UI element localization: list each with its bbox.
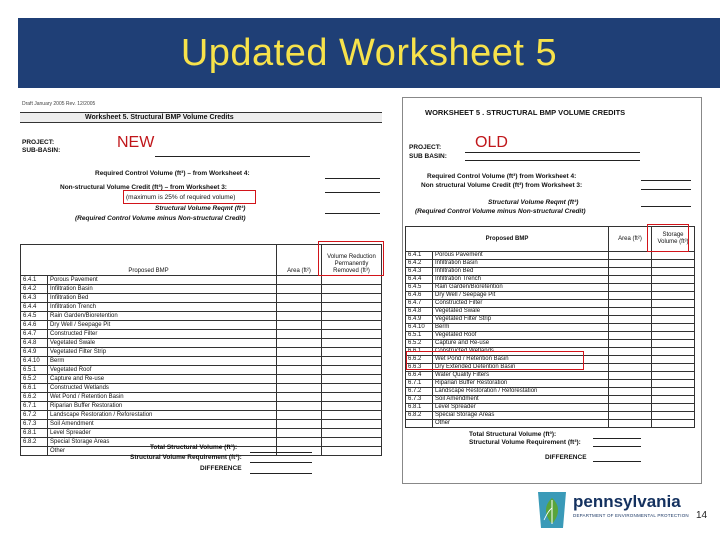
bmp-name: Berm [433,324,609,332]
bmp-name: Level Spreader [48,429,277,438]
bmp-code: 6.6.2 [406,356,433,364]
new-label: NEW [117,134,155,151]
volume-cell[interactable] [652,268,695,276]
bmp-name: Infiltration Trench [48,303,277,312]
volume-cell[interactable] [652,316,695,324]
volume-cell[interactable] [652,332,695,340]
table-row [21,366,382,375]
bmp-code: 6.4.2 [406,260,433,268]
table-row [406,332,695,340]
bmp-name: Dry Extended Detention Basin [433,364,609,372]
bmp-code: 6.8.1 [406,404,433,412]
table-row [21,402,382,411]
area-cell[interactable] [277,294,322,303]
old-diff-line [593,461,641,462]
old-difference-label: DIFFERENCE [545,454,587,461]
nonstruct-line [325,192,380,193]
volume-cell[interactable] [652,324,695,332]
bmp-code: 6.6.1 [21,384,48,393]
area-cell[interactable] [277,285,322,294]
table-row [406,268,695,276]
area-cell[interactable] [609,276,652,284]
bmp-name: Landscape Restoration / Reforestation [48,411,277,420]
table-row [21,411,382,420]
area-cell[interactable] [277,438,322,447]
volume-cell[interactable] [322,384,382,393]
bmp-name: Soil Amendment [433,396,609,404]
bmp-code: 6.8.1 [21,429,48,438]
area-cell[interactable] [277,447,322,456]
table-row [406,300,695,308]
bmp-name: Wet Pond / Retention Basin [48,393,277,402]
bmp-code: 6.8.2 [21,438,48,447]
bmp-code: 6.6.2 [21,393,48,402]
area-cell[interactable] [609,380,652,388]
area-cell[interactable] [609,364,652,372]
area-cell[interactable] [609,324,652,332]
bmp-code: 6.7.3 [21,420,48,429]
volume-cell[interactable] [322,411,382,420]
old-bmp-table [405,226,695,428]
bmp-name: Constructed Filter [48,330,277,339]
keystone-leaf-logo-icon [535,490,569,532]
heading-band [20,112,382,123]
bmp-code: 6.7.2 [406,388,433,396]
table-row [21,339,382,348]
volume-cell[interactable] [652,372,695,380]
area-cell[interactable] [609,284,652,292]
volume-cell[interactable] [322,366,382,375]
req-minus-label: (Required Control Volume minus Non-structural Credit) [75,215,246,222]
volume-cell[interactable] [322,339,382,348]
old-req2-line [593,446,641,447]
bmp-code: 6.4.6 [21,321,48,330]
table-row [406,340,695,348]
bmp-name: Rain Garden/Bioretention [48,312,277,321]
table-row [21,393,382,402]
volume-cell[interactable] [652,420,695,428]
pa-dep-logo [535,488,710,532]
bmp-code: 6.4.10 [21,357,48,366]
table-row [406,372,695,380]
volume-cell[interactable] [322,312,382,321]
bmp-code: 6.4.2 [21,285,48,294]
logo-name: pennsylvania [573,492,681,511]
area-cell[interactable] [609,412,652,420]
volume-cell[interactable] [322,357,382,366]
bmp-code: 6.4.7 [21,330,48,339]
bmp-name: Vegetated Swale [433,308,609,316]
area-cell[interactable] [609,300,652,308]
volume-cell[interactable] [652,300,695,308]
bmp-name: Other [433,420,609,428]
area-cell[interactable] [277,366,322,375]
total-line [250,452,312,453]
old-struct-line [641,206,691,207]
bmp-name: Infiltration Bed [433,268,609,276]
nonstructural-label: Non-structural Volume Credit (ft³) – from Worksheet 3: [60,184,227,191]
bmp-code: 6.5.2 [21,375,48,384]
bmp-code: 6.4.4 [406,276,433,284]
old-rows-highlight [406,351,584,370]
logo-subtitle: DEPARTMENT OF ENVIRONMENTAL PROTECTION [573,513,689,518]
area-cell[interactable] [277,420,322,429]
area-cell[interactable] [277,375,322,384]
old-label: OLD [475,134,508,151]
volume-cell[interactable] [322,303,382,312]
subbasin-label: SUB-BASIN: [22,147,61,154]
old-subbasin-line [465,160,640,161]
old-struct-req-label: Structural Volume Reqmt (ft³) [488,199,579,206]
volume-cell[interactable] [322,438,382,447]
bmp-code: 6.7.1 [406,380,433,388]
project-label: PROJECT: [22,139,55,146]
area-cell[interactable] [609,348,652,356]
bmp-code: 6.4.3 [21,294,48,303]
table-row [21,321,382,330]
bmp-name: Rain Garden/Bioretention [433,284,609,292]
bmp-code: 6.5.1 [21,366,48,375]
bmp-name: Vegetated Filter Strip [433,316,609,324]
bmp-name: Wet Pond / Retention Basin [433,356,609,364]
old-storage-highlight [647,224,689,252]
area-cell[interactable] [277,402,322,411]
area-cell[interactable] [277,276,322,285]
area-cell[interactable] [609,316,652,324]
volume-cell[interactable] [322,402,382,411]
volume-cell[interactable] [652,340,695,348]
bmp-name: Infiltration Bed [48,294,277,303]
bmp-name: Landscape Restoration / Reforestation [433,388,609,396]
old-project-label: PROJECT: [409,144,442,151]
table-row [406,260,695,268]
bmp-code: 6.4.8 [406,308,433,316]
table-row [406,284,695,292]
diff-line [250,473,312,474]
bmp-code: 6.4.1 [406,252,433,260]
bmp-name: Capture and Re-use [48,375,277,384]
volume-cell[interactable] [652,292,695,300]
table-row [21,384,382,393]
difference-label: DIFFERENCE [200,465,242,472]
area-cell[interactable] [277,321,322,330]
draft-note: Draft January 2005 Rev. 12/2005 [22,101,96,107]
area-cell[interactable] [609,372,652,380]
slide-title: Updated Worksheet 5 [180,31,558,74]
bmp-name: Special Storage Areas [433,412,609,420]
bmp-name: Porous Pavement [433,252,609,260]
old-struct-req2-label: Structural Volume Requirement (ft³): [469,439,581,446]
bmp-code: 6.5.2 [406,340,433,348]
area-cell[interactable] [277,384,322,393]
table-row [21,357,382,366]
volume-cell[interactable] [322,330,382,339]
volume-cell[interactable] [322,294,382,303]
area-cell[interactable] [277,357,322,366]
bmp-name: Dry Well / Seepage Pit [48,321,277,330]
bmp-code [21,447,48,456]
area-cell[interactable] [609,356,652,364]
bmp-name: Constructed Filter [433,300,609,308]
req-line [325,178,380,179]
page-number: 14 [696,510,708,521]
area-cell[interactable] [277,348,322,357]
bmp-code: 6.4.6 [406,292,433,300]
table-row [406,404,695,412]
bmp-name: Vegetated Filter Strip [48,348,277,357]
volume-cell[interactable] [322,393,382,402]
struct-line [325,213,380,214]
volume-cell[interactable] [652,404,695,412]
worksheet-heading: Worksheet 5. Structural BMP Volume Credits [85,114,234,121]
col-bmp-header: Proposed BMP [21,245,277,276]
title-bar [18,18,720,88]
bmp-name: Porous Pavement [48,276,277,285]
old-subbasin-label: SUB BASIN: [409,153,447,160]
old-total-line [593,438,641,439]
col-volume-header: Volume Reduction Permanently Removed (ft³) [322,245,382,276]
bmp-code: 6.7.3 [406,396,433,404]
area-cell[interactable] [609,388,652,396]
table-row [21,303,382,312]
table-row [406,324,695,332]
maximum-note: (maximum is 25% of required volume) [126,194,236,201]
total-struct-label: Total Structural Volume (ft³): [150,444,238,451]
table-row [406,292,695,300]
bmp-code: 6.7.1 [21,402,48,411]
bmp-code: 6.7.2 [21,411,48,420]
area-cell[interactable] [277,330,322,339]
table-row [21,375,382,384]
volume-cell[interactable] [652,380,695,388]
bmp-name: Other [48,447,277,456]
table-row [21,330,382,339]
volume-cell[interactable] [322,420,382,429]
bmp-code: 6.4.4 [21,303,48,312]
bmp-code [406,420,433,428]
new-volume-highlight [318,241,384,276]
bmp-name: Constructed Wetlands [433,348,609,356]
bmp-code: 6.6.3 [406,364,433,372]
volume-cell[interactable] [322,375,382,384]
area-cell[interactable] [609,396,652,404]
area-cell[interactable] [609,260,652,268]
volume-cell[interactable] [652,356,695,364]
bmp-code: 6.4.1 [21,276,48,285]
col-area-header: Area (ft²) [277,245,322,276]
volume-cell[interactable] [652,396,695,404]
volume-cell[interactable] [322,348,382,357]
struct-req-label: Structural Volume Reqmt (ft³) [155,205,246,212]
bmp-name: Capture and Re-use [433,340,609,348]
area-cell[interactable] [277,312,322,321]
bmp-code: 6.4.9 [406,316,433,324]
bmp-name: Vegetated Swale [48,339,277,348]
table-row [406,396,695,404]
table-row [21,312,382,321]
bmp-name: Water Quality Filters [433,372,609,380]
table-row [406,412,695,420]
volume-cell[interactable] [322,276,382,285]
volume-cell[interactable] [652,260,695,268]
table-row [21,420,382,429]
table-row [406,252,695,260]
new-worksheet [20,98,385,483]
area-cell[interactable] [609,308,652,316]
volume-cell[interactable] [652,252,695,260]
area-cell[interactable] [277,303,322,312]
table-row [21,276,382,285]
old-nonstructural-label: Non structural Volume Credit (ft³) from Worksheet 3: [421,182,583,189]
area-cell[interactable] [609,268,652,276]
table-row [21,294,382,303]
volume-cell[interactable] [322,429,382,438]
area-cell[interactable] [609,420,652,428]
bmp-code: 6.4.3 [406,268,433,276]
bmp-code: 6.6.1 [406,348,433,356]
area-cell[interactable] [609,340,652,348]
bmp-code: 6.4.5 [406,284,433,292]
volume-cell[interactable] [652,364,695,372]
volume-cell[interactable] [652,308,695,316]
bmp-code: 6.4.5 [21,312,48,321]
volume-cell[interactable] [322,447,382,456]
bmp-name: Riparian Buffer Restoration [48,402,277,411]
area-cell[interactable] [609,404,652,412]
bmp-name: Constructed Wetlands [48,384,277,393]
old-req-line [641,180,691,181]
old-req-minus-label: (Required Control Volume minus Non-structural Credit) [415,208,586,215]
old-col-area-header: Area (ft²) [609,227,652,252]
volume-cell[interactable] [322,321,382,330]
old-col-volume-header: Storage Volume (ft³) [652,227,695,252]
volume-cell[interactable] [322,285,382,294]
area-cell[interactable] [277,411,322,420]
old-col-bmp-header: Proposed BMP [406,227,609,252]
area-cell[interactable] [609,332,652,340]
table-row [406,308,695,316]
bmp-code: 6.8.2 [406,412,433,420]
table-row [406,316,695,324]
bmp-name: Dry Well / Seepage Pit [433,292,609,300]
bmp-name: Vegetated Roof [433,332,609,340]
table-row [21,348,382,357]
project-line [155,156,310,157]
bmp-name: Special Storage Areas [48,438,277,447]
volume-cell[interactable] [652,412,695,420]
req2-line [250,462,312,463]
bmp-name: Infiltration Basin [433,260,609,268]
area-cell[interactable] [277,339,322,348]
new-max-highlight [123,190,256,204]
volume-cell[interactable] [652,348,695,356]
volume-cell[interactable] [652,276,695,284]
old-worksheet [402,97,702,484]
bmp-name: Level Spreader [433,404,609,412]
table-row [406,380,695,388]
bmp-name: Vegetated Roof [48,366,277,375]
bmp-code: 6.4.8 [21,339,48,348]
bmp-name: Berm [48,357,277,366]
bmp-code: 6.5.1 [406,332,433,340]
bmp-code: 6.6.4 [406,372,433,380]
table-row [21,285,382,294]
old-project-line [465,152,640,153]
bmp-code: 6.4.7 [406,300,433,308]
table-row [406,388,695,396]
bmp-name: Riparian Buffer Restoration [433,380,609,388]
table-row [406,276,695,284]
bmp-code: 6.4.9 [21,348,48,357]
bmp-code: 6.4.10 [406,324,433,332]
required-control-label: Required Control Volume (ft³) – from Worksheet 4: [95,170,250,177]
area-cell[interactable] [609,292,652,300]
old-total-struct-label: Total Structural Volume (ft³): [469,431,557,438]
bmp-name: Infiltration Basin [48,285,277,294]
area-cell[interactable] [277,393,322,402]
table-row [406,420,695,428]
old-worksheet-heading: WORKSHEET 5 . STRUCTURAL BMP VOLUME CREDITS [425,108,626,117]
table-row [21,429,382,438]
area-cell[interactable] [277,429,322,438]
bmp-name: Infiltration Trench [433,276,609,284]
old-required-control-label: Required Control Volume (ft³) from Worksheet 4: [427,173,577,180]
old-nonstruct-line [641,189,691,190]
area-cell[interactable] [609,252,652,260]
struct-req2-label: Structural Volume Requirement (ft³): [130,454,242,461]
volume-cell[interactable] [652,284,695,292]
bmp-name: Soil Amendment [48,420,277,429]
volume-cell[interactable] [652,388,695,396]
